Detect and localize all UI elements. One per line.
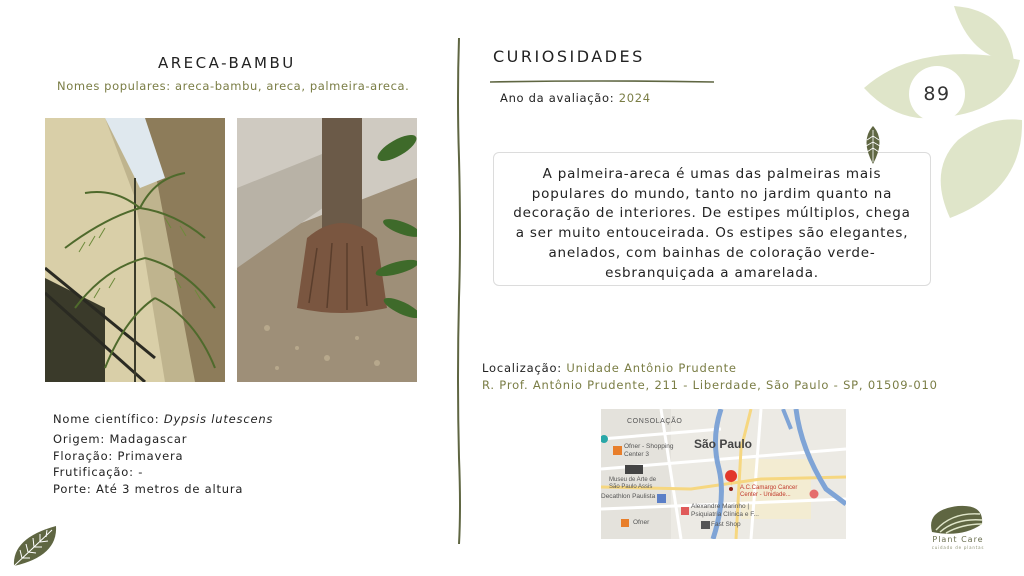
title-underline [490, 69, 714, 73]
location [482, 361, 737, 375]
map-label-alexandre: Alexandre Marinho | [691, 503, 750, 510]
map-label-fastshop: Fast Shop [711, 521, 741, 528]
logo-tagline: cuidado de plantas [931, 545, 985, 550]
map-label-museum: Museu de Arte de [609, 477, 657, 483]
location-label: Localização: [482, 361, 567, 375]
map-label-ofner: Ofner [633, 519, 650, 526]
evaluation-year [500, 91, 651, 105]
curiosities-title: CURIOSIDADES [493, 47, 645, 66]
scientific-name-label: Nome científico: [53, 412, 164, 426]
plant-photo-trunk [237, 118, 417, 382]
fruiting: Frutificação: - [53, 465, 144, 479]
vertical-divider [456, 38, 462, 544]
plant-title: ARECA-BAMBU [158, 54, 296, 72]
plant-photo-leaves [45, 118, 225, 382]
flowering: Floração: Primavera [53, 449, 184, 463]
popular-names: Nomes populares: areca-bambu, areca, palmeira-areca. [57, 79, 410, 93]
curiosities-text: A palmeira-areca é umas das palmeiras mais populares do mundo, tanto no jardim quanto na decoração de interiores. De estipes múltiplos, chega a ser muito entouceirada. Os estipes são elegantes, anelados, com bainhas de coloração verde-esbranquiçada a amarelada. [513, 166, 911, 281]
map-label-shopping2: Center 3 [624, 451, 649, 458]
page-number: 89 [909, 66, 965, 122]
scientific-name [53, 412, 273, 426]
origin: Origem: Madagascar [53, 432, 188, 446]
leaf-icon [8, 522, 62, 570]
location-map[interactable] [601, 409, 846, 539]
year-label: Ano da avaliação: [500, 91, 619, 105]
map-label-decathlon: Decathlon Paulista [601, 493, 656, 500]
map-label-accamargo: A.C.Camargo Cancer [740, 485, 798, 491]
location-address: R. Prof. Antônio Prudente, 211 - Liberdade, São Paulo - SP, 01509-010 [482, 378, 938, 392]
map-label-alexandre2: Psiquiatria Clínica e F... [691, 511, 759, 518]
map-label-accamargo2: Center - Unidade... [740, 492, 791, 498]
scientific-name-value: Dypsis lutescens [163, 412, 274, 426]
map-label-museum2: São Paulo Assis [609, 484, 653, 490]
map-label-city: São Paulo [694, 437, 753, 451]
year-value: 2024 [618, 91, 651, 105]
map-label-consolacao: CONSOLAÇÃO [627, 418, 683, 425]
logo-name: Plant Care [932, 535, 984, 544]
map-label-shopping: Ofner - Shopping [624, 443, 674, 450]
location-unit: Unidade Antônio Prudente [566, 361, 737, 375]
plant-size: Porte: Até 3 metros de altura [53, 482, 244, 496]
